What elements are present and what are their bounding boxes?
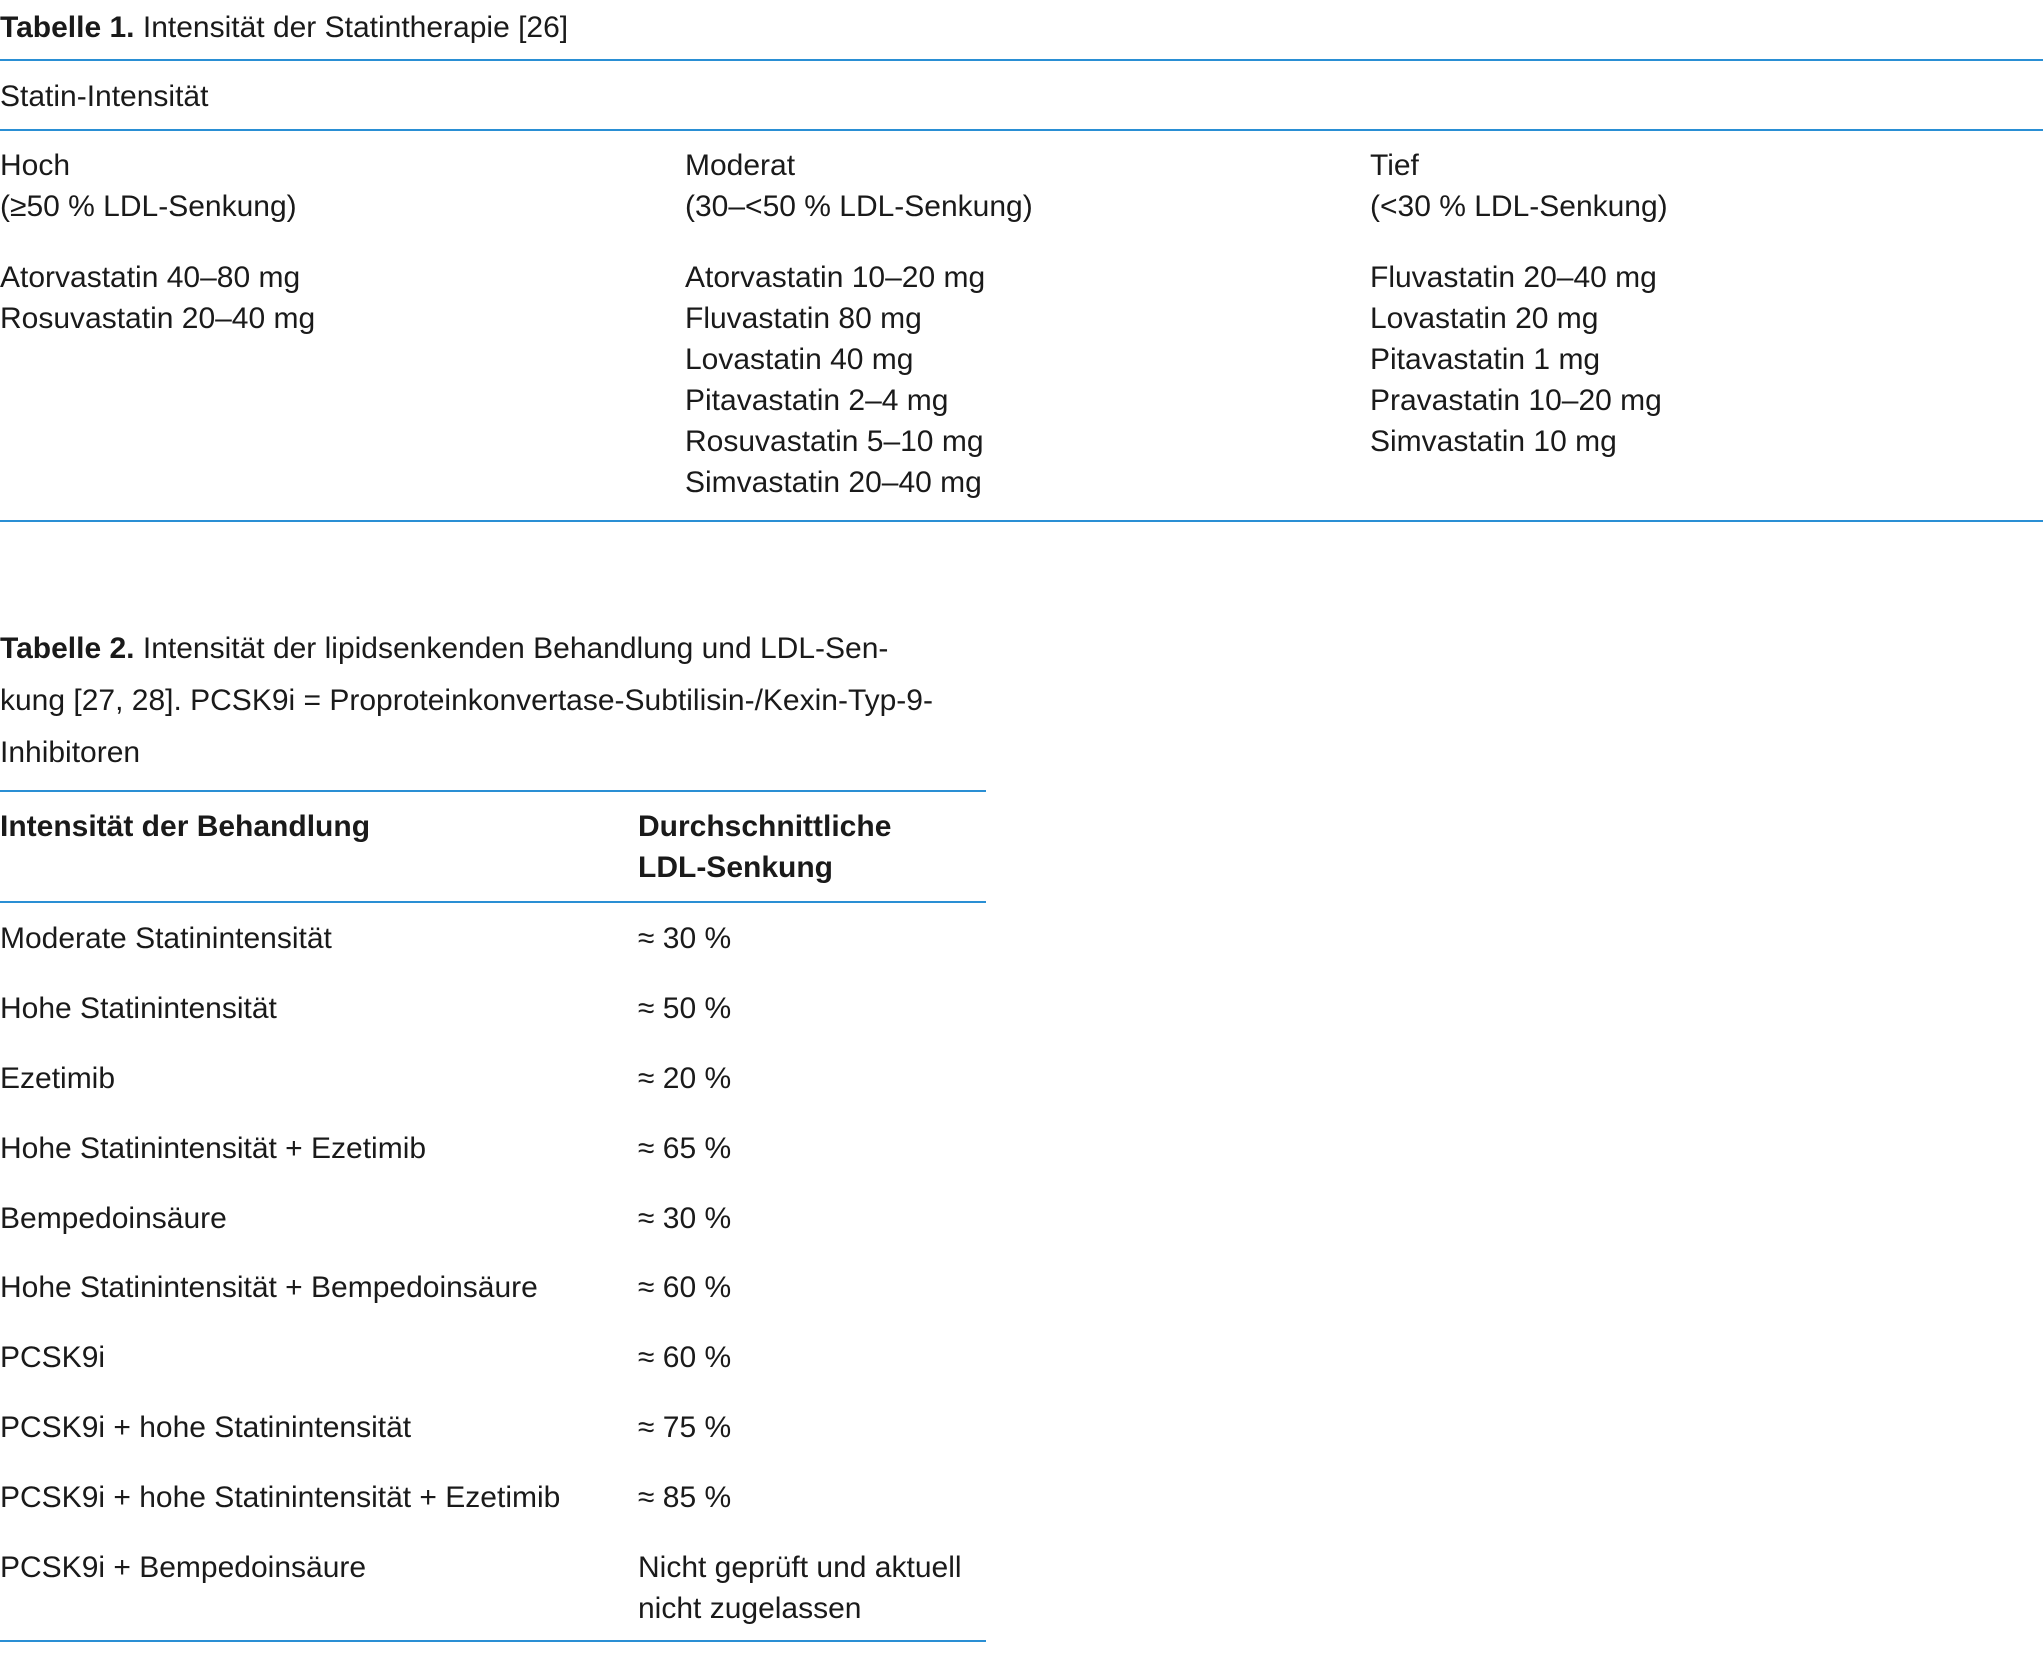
table-row: [0, 1058, 115, 1099]
table2-header-treatment: Intensität der Behandlung: [0, 810, 371, 843]
row-treatment: PCSK9i: [0, 1341, 106, 1374]
table2-caption-line1: Intensität der lipidsenkenden Behandlung und LDL-Sen-: [142, 632, 889, 665]
table1-header-rule: [0, 129, 2043, 131]
row-reduction: Nicht geprüft und aktuell nicht zugelassen: [638, 1551, 962, 1625]
list-item: Pravastatin 10–20 mg: [1370, 384, 1662, 417]
table1-col-moderat-header: [685, 145, 1033, 227]
list-item: Atorvastatin 10–20 mg: [685, 261, 986, 294]
table1-col-hoch-items: [0, 257, 315, 339]
row-reduction: ≈ 30 %: [638, 1202, 732, 1235]
row-reduction: ≈ 65 %: [638, 1132, 732, 1165]
row-reduction: ≈ 75 %: [638, 1411, 732, 1444]
row-reduction: ≈ 30 %: [638, 922, 732, 955]
table1-col-hoch-range: (≥50 % LDL-Senkung): [0, 190, 297, 223]
table2-caption-line2: kung [27, 28]. PCSK9i = Proproteinkonvertase-Subtilisin-/Kexin-Typ-9-: [0, 684, 933, 717]
table1-col-hoch-name: Hoch: [0, 149, 71, 182]
table1-col-tief-range: (<30 % LDL-Senkung): [1370, 190, 1668, 223]
table1-title: Intensität der Statintherapie [26]: [142, 11, 569, 44]
table2-header-reduction: Durchschnittliche LDL-Senkung: [638, 810, 892, 884]
table2-top-rule: [0, 790, 986, 792]
table-row: [0, 1128, 426, 1169]
row-reduction: ≈ 85 %: [638, 1481, 732, 1514]
table1-header: Statin-Intensität: [0, 80, 209, 113]
table1-col-moderat-items: [685, 257, 985, 503]
list-item: Rosuvastatin 20–40 mg: [0, 302, 316, 335]
table-row: [0, 1198, 227, 1239]
row-treatment: Hohe Statinintensität + Bempedoinsäure: [0, 1271, 538, 1304]
table-row: [0, 1267, 538, 1308]
row-reduction: ≈ 60 %: [638, 1341, 732, 1374]
list-item: Atorvastatin 40–80 mg: [0, 261, 301, 294]
table1-label: Tabelle 1.: [0, 11, 135, 44]
list-item: Lovastatin 20 mg: [1370, 302, 1599, 335]
table-row: [0, 918, 332, 959]
table-row: [0, 1547, 366, 1588]
row-reduction: ≈ 60 %: [638, 1271, 732, 1304]
table2-caption: [0, 623, 986, 779]
row-treatment: PCSK9i + Bempedoinsäure: [0, 1551, 367, 1584]
row-treatment: PCSK9i + hohe Statinintensität: [0, 1411, 412, 1444]
table-row: [0, 988, 277, 1029]
list-item: Fluvastatin 20–40 mg: [1370, 261, 1657, 294]
list-item: Simvastatin 20–40 mg: [685, 466, 982, 499]
row-treatment: PCSK9i + hohe Statinintensität + Ezetimib: [0, 1481, 561, 1514]
list-item: Pitavastatin 2–4 mg: [685, 384, 949, 417]
table1-col-tief-header: [1370, 145, 1668, 227]
table2-bottom-rule: [0, 1640, 986, 1642]
table1-caption: [0, 2, 568, 54]
list-item: Simvastatin 10 mg: [1370, 425, 1617, 458]
row-reduction: ≈ 50 %: [638, 992, 732, 1025]
row-reduction: ≈ 20 %: [638, 1062, 732, 1095]
row-treatment: Hohe Statinintensität + Ezetimib: [0, 1132, 427, 1165]
row-treatment: Bempedoinsäure: [0, 1202, 227, 1235]
table1-col-hoch-header: [0, 145, 297, 227]
list-item: Rosuvastatin 5–10 mg: [685, 425, 984, 458]
list-item: Fluvastatin 80 mg: [685, 302, 922, 335]
table1-col-tief-name: Tief: [1370, 149, 1419, 182]
table1-col-tief-items: [1370, 257, 1662, 462]
row-treatment: Ezetimib: [0, 1062, 116, 1095]
table2-header-rule: [0, 901, 986, 903]
table1-col-moderat-name: Moderat: [685, 149, 796, 182]
table2-label: Tabelle 2.: [0, 632, 135, 665]
table1-col-moderat-range: (30–<50 % LDL-Senkung): [685, 190, 1033, 223]
table-row: [0, 1477, 560, 1518]
list-item: Lovastatin 40 mg: [685, 343, 914, 376]
row-treatment: Hohe Statinintensität: [0, 992, 277, 1025]
table1-bottom-rule: [0, 520, 2043, 522]
list-item: Pitavastatin 1 mg: [1370, 343, 1601, 376]
table-row: [0, 1407, 411, 1448]
table-row: [0, 1337, 105, 1378]
table1-top-rule: [0, 59, 2043, 61]
row-treatment: Moderate Statinintensität: [0, 922, 332, 955]
table2-caption-line3: Inhibitoren: [0, 736, 141, 769]
